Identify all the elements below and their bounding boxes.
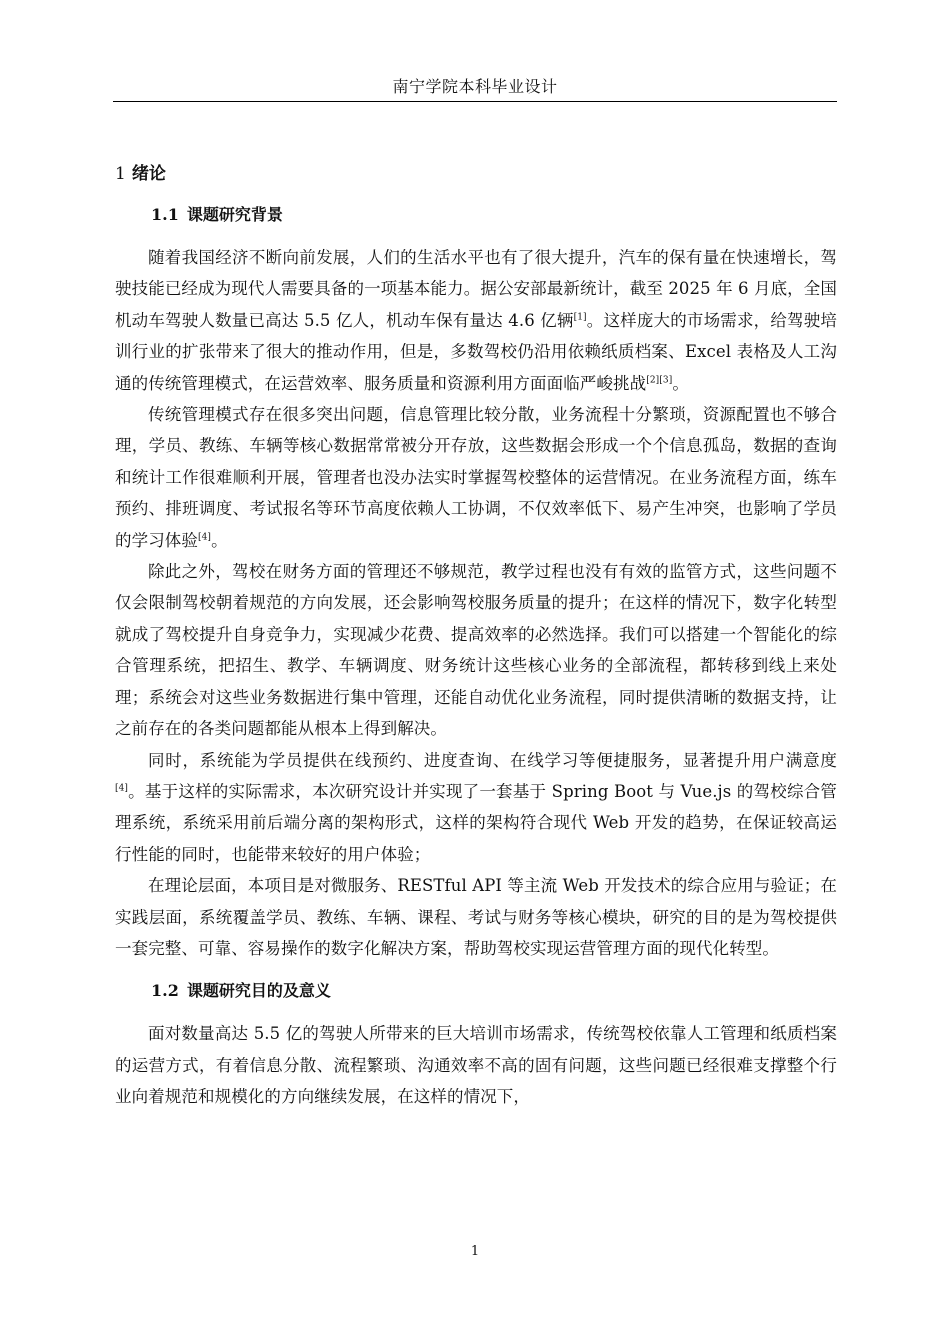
section-number: 1.2: [151, 981, 179, 1001]
citation: [1]: [573, 312, 587, 323]
paragraph-text: 同时，系统能为学员提供在线预约、进度查询、在线学习等便捷服务，显著提升用户满意度: [148, 750, 837, 770]
citation: [4]: [198, 532, 212, 543]
paragraph-text: 。基于这样的实际需求，本次研究设计并实现了一套基于 Spring Boot 与 Vue.js 的驾校综合管理系统，系统采用前后端分离的架构形式，这样的架构符合现代 Web 开发的趋势，在保证较高运行性能的同时，也能带来较好的用户体验；: [115, 781, 837, 864]
running-header: 南宁学院本科毕业设计: [392, 77, 558, 96]
chapter-number: 1: [115, 164, 126, 184]
paragraph: 在理论层面，本项目是对微服务、RESTful API 等主流 Web 开发技术的综合应用与验证；在实践层面，系统覆盖学员、教练、车辆、课程、考试与财务等核心模块，研究的目的是为驾校提供一套完整、可靠、容易操作的数字化解决方案，帮助驾校实现运营管理方面的现代化转型。: [115, 876, 837, 958]
section-title: 课题研究目的及意义: [186, 981, 331, 1001]
paragraph: [115, 745, 837, 871]
paragraph-text: 。: [211, 530, 228, 550]
paragraph-text: 。这样庞大的市场需求，给驾驶培训行业的扩张带来了很大的推动作用，但是，多数驾校仍沿用依赖纸质档案、Excel 表格及人工沟通的传统管理模式，在运营效率、服务质量和资源利用方面面临严峻挑战: [115, 310, 837, 393]
paragraph-text: 传统管理模式存在很多突出问题，信息管理比较分散，业务流程十分繁琐，资源配置也不够合理，学员、教练、车辆等核心数据常常被分开存放，这些数据会形成一个个信息孤岛，数据的查询和统计工作很难顺利开展，管理者也没办法实时掌握驾校整体的运营情况。在业务流程方面，练车预约、排班调度、考试报名等环节高度依赖人工协调，不仅效率低下、易产生冲突，也影响了学员的学习体验: [115, 405, 837, 550]
citation: [4]: [115, 783, 129, 794]
paragraph-text: 。: [672, 373, 689, 393]
page-number: 1: [470, 1244, 480, 1259]
paragraph-text: 随着我国经济不断向前发展，人们的生活水平也有了很大提升，汽车的保有量在快速增长，驾驶技能已经成为现代人需要具备的一项基本能力。据公安部最新统计，截至 2025 年 6 月底，全国机动车驾驶人数量已高达 5.5 亿人，机动车保有量达 4.6 亿辆: [115, 248, 837, 330]
chapter-heading: [115, 160, 837, 188]
paragraph: 面对数量高达 5.5 亿的驾驶人所带来的巨大培训市场需求，传统驾校依靠人工管理和纸质档案的运营方式，有着信息分散、流程繁琐、沟通效率不高的固有问题，这些问题已经很难支撑整个行业向着规范和规模化的方向继续发展，在这样的情况下，: [115, 1024, 837, 1107]
paragraph: [115, 242, 837, 399]
section-heading-1-2: [151, 978, 837, 1004]
section-number: 1.1: [151, 205, 179, 224]
section-title: 课题研究背景: [186, 205, 283, 224]
section-heading-1-1: [151, 202, 837, 228]
document-body: [115, 160, 837, 1113]
paragraph: 除此之外，驾校在财务方面的管理还不够规范，教学过程也没有有效的监管方式，这些问题不仅会限制驾校朝着规范的方向发展，还会影响驾校服务质量的提升；在这样的情况下，数字化转型就成了驾校提升自身竞争力，实现减少花费、提高效率的必然选择。我们可以搭建一个智能化的综合管理系统，把招生、教学、车辆调度、财务统计这些核心业务的全部流程，都转移到线上来处理；系统会对这些业务数据进行集中管理，还能自动优化业务流程，同时提供清晰的数据支持，让之前存在的各类问题都能从根本上得到解决。: [115, 562, 837, 739]
header-rule: [113, 101, 837, 102]
citation: [2][3]: [646, 375, 673, 386]
chapter-title: 绪论: [131, 164, 166, 184]
paragraph: [115, 399, 837, 556]
